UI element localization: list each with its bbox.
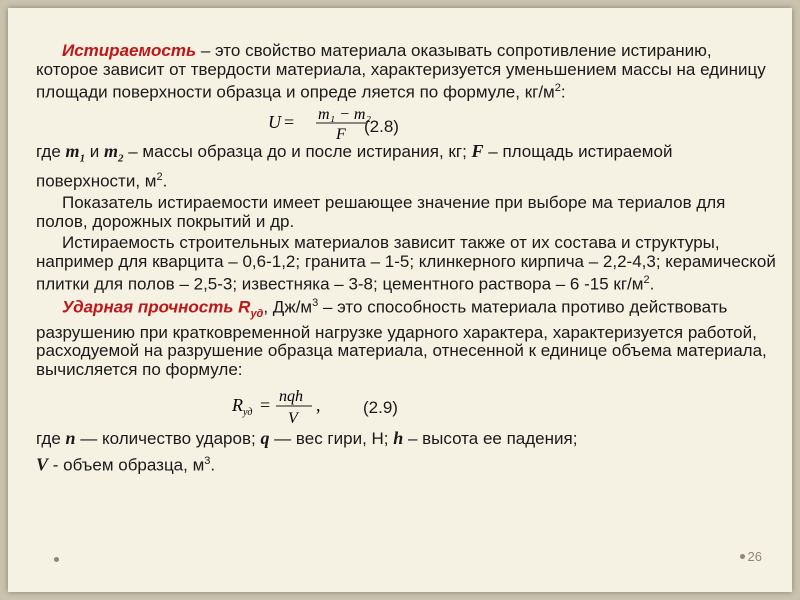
area-text: – площадь истираемой поверхности, м: [36, 142, 673, 191]
var-h: h: [393, 428, 404, 449]
punctuation: :: [560, 82, 566, 102]
unit-exponent: 2: [156, 171, 163, 184]
abrasion-definition-text: – это свойство материала оказывать сопротивление истиранию, которое зависит от твердости материала, характеризуется уменьшением массы на единицу площади поверхности образца и опреде ляется по формуле, кг/м: [36, 41, 766, 102]
paragraph-where-impact: [36, 429, 776, 449]
volume-text: - объем образца, м: [48, 455, 205, 475]
page-number-label: 26: [747, 549, 762, 564]
formula-lhs: U: [268, 112, 281, 133]
where-text: где: [36, 429, 66, 449]
weight-text: — вес гири, Н;: [269, 429, 394, 449]
formula-comma: ,: [316, 395, 321, 416]
var-q: q: [260, 428, 270, 449]
punctuation: .: [649, 274, 655, 294]
unit-exponent: 2: [554, 82, 561, 94]
var-m2-subscript: 2: [118, 152, 124, 165]
formula-equals: =: [260, 395, 271, 416]
formula-2-8-graphic: [36, 106, 396, 142]
formula-number: (2.8): [364, 117, 399, 137]
footer-bullet-icon: [54, 557, 59, 562]
punctuation: .: [210, 455, 216, 475]
and-text: и: [85, 142, 105, 162]
paragraph-abrasion-values: [36, 234, 776, 294]
where-text: где: [36, 142, 66, 162]
paragraph-abrasion-definition: [36, 42, 776, 102]
unit-exponent: 3: [204, 454, 211, 467]
formula-lhs: R: [232, 395, 243, 416]
unit-exponent: 3: [312, 297, 319, 310]
term-abrasion: Истираемость: [62, 41, 197, 60]
punctuation: .: [162, 171, 168, 191]
formula-2-8: [36, 106, 776, 143]
impact-unit-text: , Дж/м: [263, 298, 313, 318]
slide: [8, 8, 792, 592]
height-text: – высота ее падения;: [403, 429, 578, 449]
page-bullet-icon: [740, 554, 745, 559]
formula-denominator: F: [336, 126, 346, 143]
formula-lhs-subscript: уд: [243, 407, 253, 419]
formula-denominator: V: [288, 410, 298, 428]
unit-exponent: 2: [643, 274, 650, 287]
var-n: n: [65, 428, 76, 449]
formula-equals: =: [284, 112, 295, 133]
paragraph-where-masses: [36, 142, 776, 191]
formula-2-9: [36, 387, 776, 427]
abrasion-values-text: Истираемость строительных материалов зависит также от их состава и структуры, например для кварцита – 0,6-1,2; гранита – 1-5; клинкерного кирпича – 2,2-4,3; керамической плитки для полов – 2,5-3; известняка – 3-8; цементного раствора – 6 -15 кг/м: [36, 233, 776, 294]
paragraph-volume: [36, 452, 776, 475]
page-number: [740, 549, 762, 564]
impact-definition-text: – это способность материала противо действовать разрушению при кратковременной нагрузке ударного характера, характеризуется работой, расходуемой на разрушение образца материала, отнесенной к единице объема материала, вычисляется по формуле:: [36, 298, 767, 379]
impacts-text: — количество ударов;: [75, 429, 261, 449]
var-m1: m: [65, 141, 80, 162]
paragraph-impact-strength: [36, 294, 776, 379]
formula-numerator: nqh: [279, 388, 303, 406]
paragraph-abrasion-importance: Показатель истираемости имеет решающее значение при выборе ма териалов для полов, дорожных покрытий и др.: [36, 193, 726, 231]
formula-numerator: m₁ − m₂: [318, 106, 372, 124]
formula-2-9-graphic: [36, 387, 356, 427]
var-m2: m: [104, 141, 119, 162]
term-impact-strength: Ударная прочность R: [62, 298, 251, 318]
var-F: F: [471, 141, 484, 162]
var-V: V: [36, 454, 49, 475]
slide-content: [36, 42, 776, 475]
var-m1-subscript: 1: [79, 152, 86, 165]
masses-text: – массы образца до и после истирания, кг;: [123, 142, 472, 162]
term-subscript: уд: [250, 308, 264, 321]
formula-number: (2.9): [363, 398, 398, 418]
